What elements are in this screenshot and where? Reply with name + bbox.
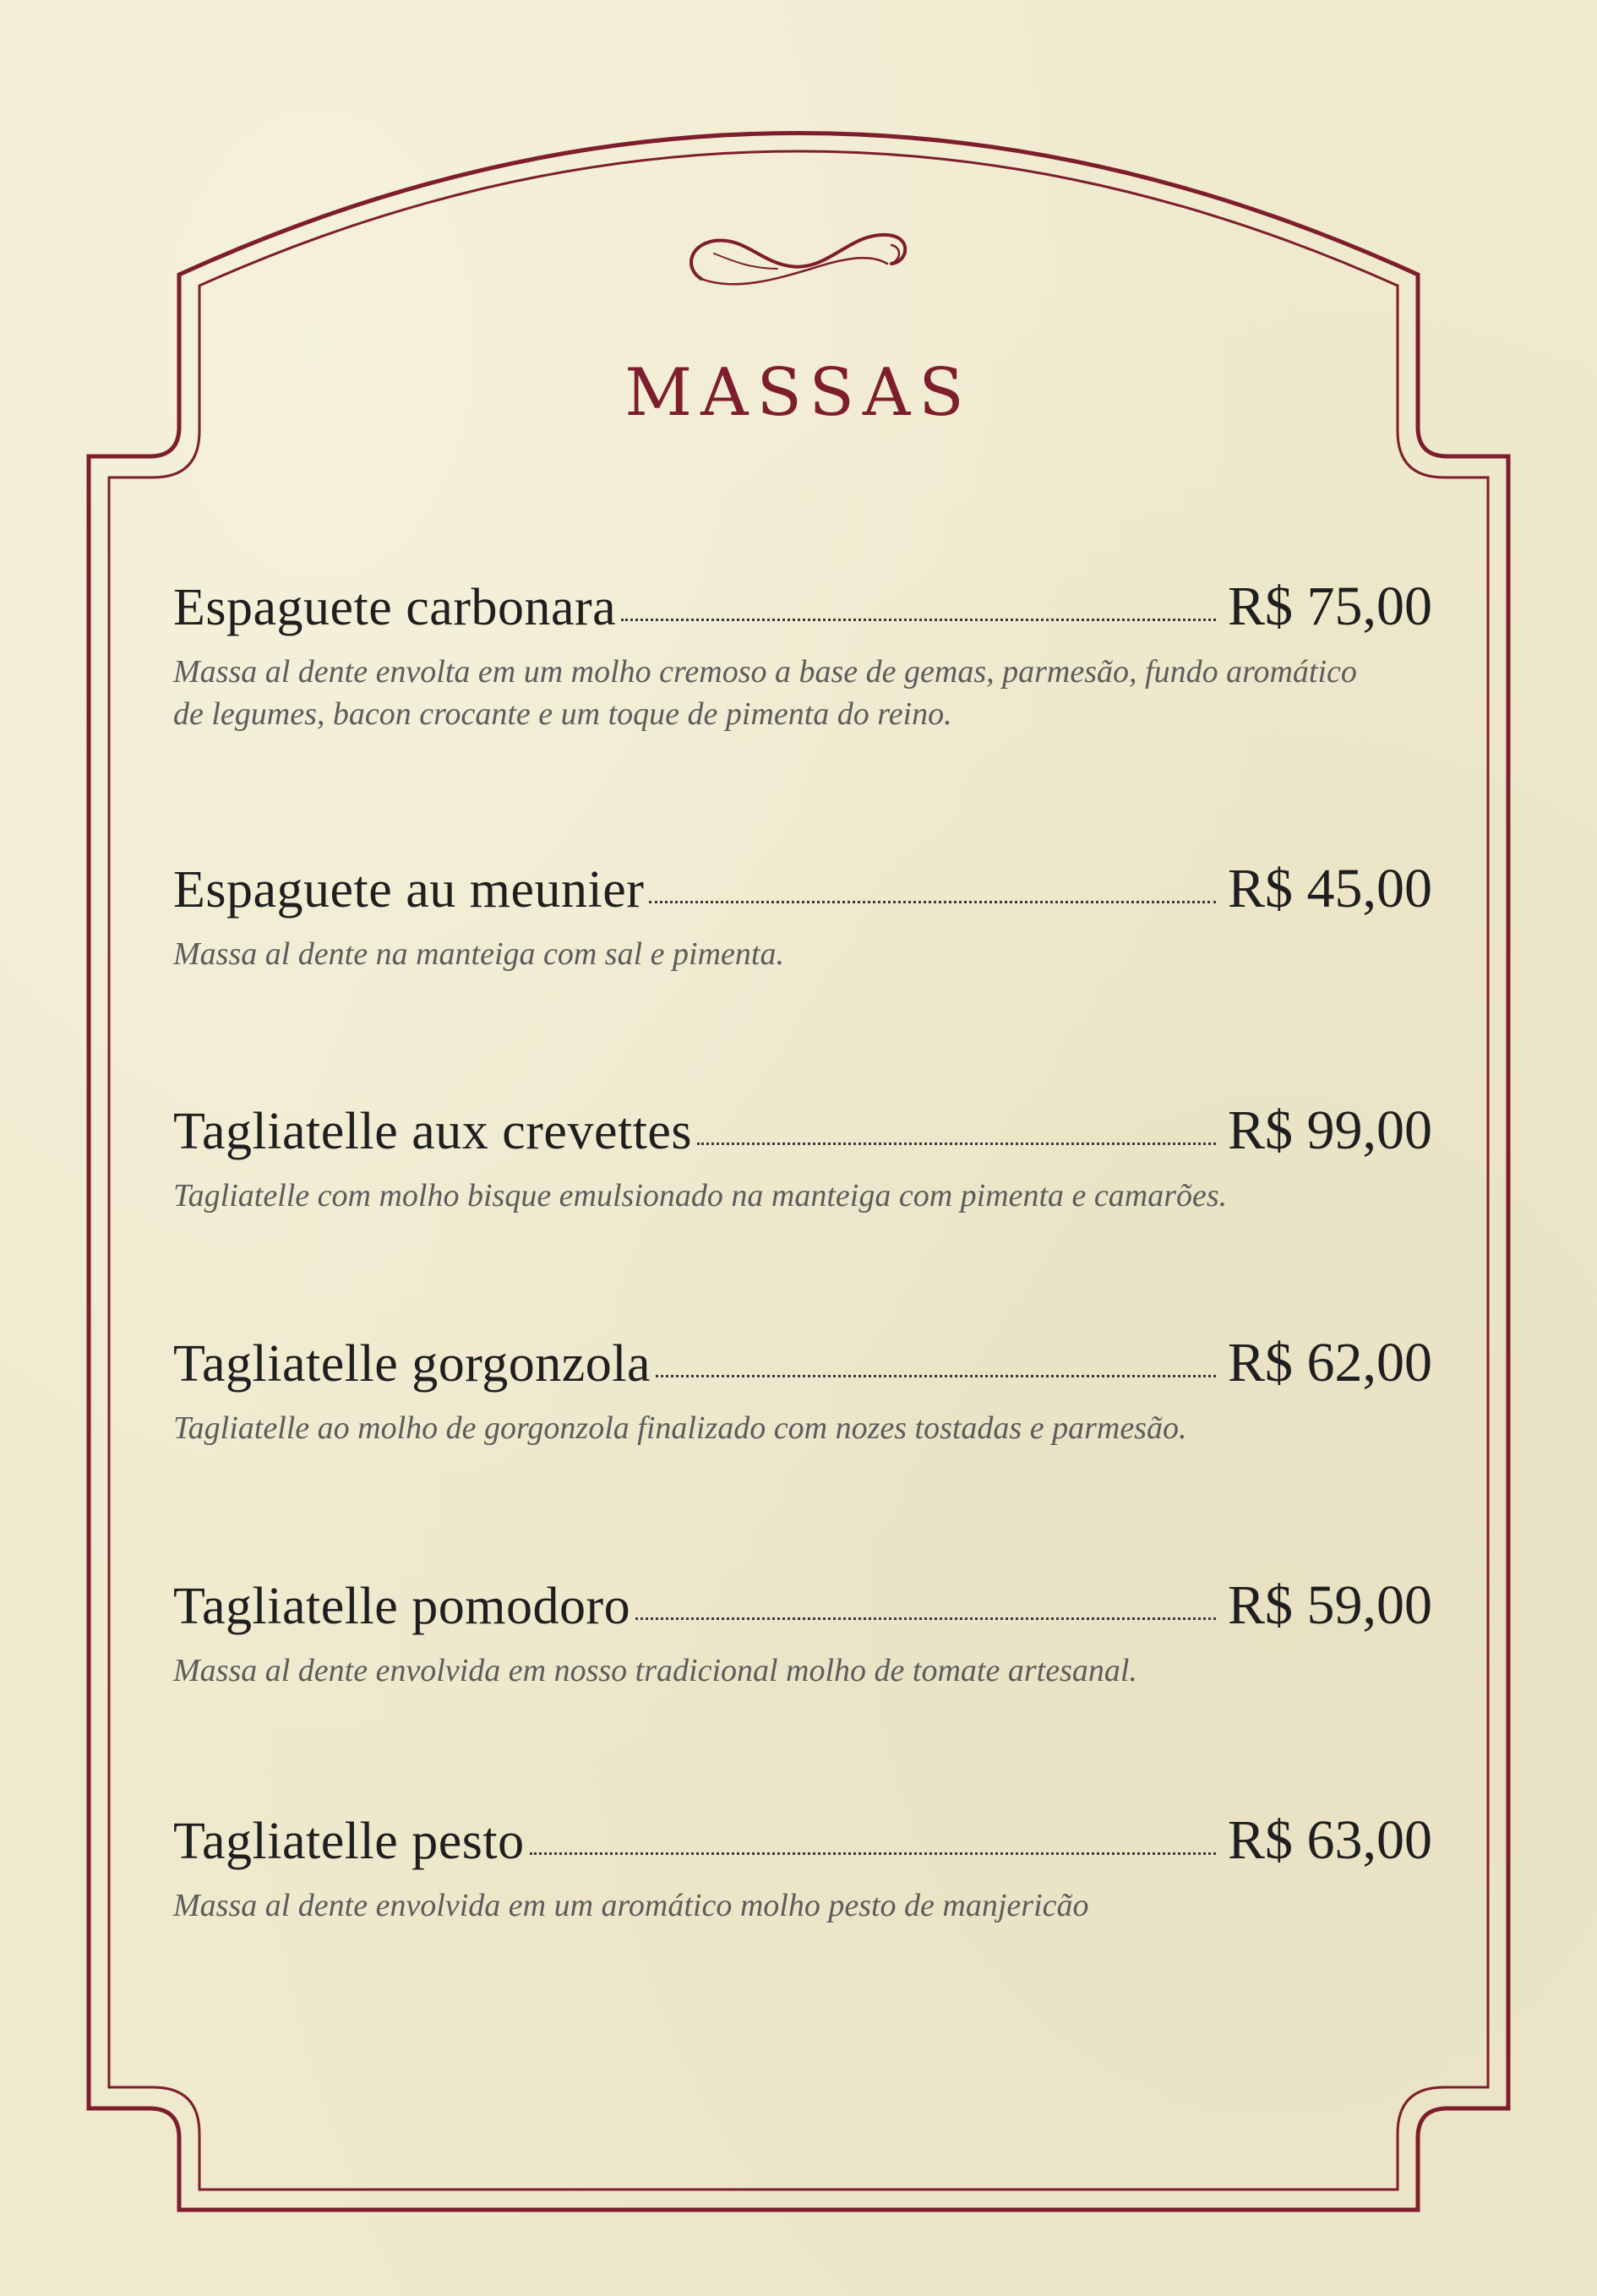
menu-item-line (173, 575, 1432, 651)
flourish-ornament (691, 235, 905, 284)
menu-title: MASSAS (624, 355, 973, 431)
menu-item (173, 1573, 1432, 1692)
menu-item-price: R$ 62,00 (1227, 1332, 1432, 1393)
menu-item-line (173, 1331, 1432, 1407)
menu-item (173, 857, 1432, 975)
menu-item-description: Massa al dente envolvida em nosso tradicional molho de tomate artesanal. (173, 1653, 1137, 1688)
menu-item-description: Tagliatelle com molho bisque emulsionado na manteiga com pimenta e camarões. (173, 1178, 1228, 1213)
menu-item-line (173, 857, 1432, 933)
menu-item-name: Tagliatelle gorgonzola (173, 1335, 651, 1393)
menu-item-line (173, 1573, 1432, 1650)
menu-item-description: Tagliatelle ao molho de gorgonzola finalizado com nozes tostadas e parmesão. (173, 1410, 1187, 1446)
menu-item-description: Massa al dente na manteiga com sal e pimenta. (173, 936, 784, 972)
menu-item-line (173, 1099, 1432, 1175)
menu-item-price: R$ 59,00 (1227, 1574, 1432, 1636)
dotted-leader (649, 900, 1216, 903)
menu-item-description: Massa al dente envolta em um molho cremoso a base de gemas, parmesão, fundo aromático de legumes, bacon crocante e um toque de pimenta do reino. (173, 654, 1357, 732)
menu-item-name: Espaguete au meunier (173, 861, 645, 919)
dotted-leader (635, 1617, 1216, 1620)
menu-item-price: R$ 45,00 (1227, 858, 1432, 919)
dotted-leader (621, 618, 1216, 621)
menu-item-name: Tagliatelle pomodoro (173, 1578, 631, 1635)
dotted-leader (530, 1852, 1216, 1855)
menu-item (173, 1808, 1432, 1927)
dotted-leader (697, 1142, 1216, 1145)
menu-item-name: Tagliatelle aux crevettes (173, 1103, 693, 1160)
menu-item (173, 575, 1432, 735)
menu-item-name: Espaguete carbonara (173, 579, 617, 636)
menu-item-line (173, 1808, 1432, 1884)
menu-item-description: Massa al dente envolvida em um aromático molho pesto de manjericão (173, 1888, 1089, 1923)
menu-item-name: Tagliatelle pesto (173, 1813, 525, 1870)
menu-item-price: R$ 99,00 (1227, 1099, 1432, 1161)
menu-item-price: R$ 75,00 (1227, 575, 1432, 637)
menu-item (173, 1331, 1432, 1449)
menu-item (173, 1099, 1432, 1217)
dotted-leader (656, 1374, 1216, 1377)
menu-item-price: R$ 63,00 (1227, 1809, 1432, 1871)
